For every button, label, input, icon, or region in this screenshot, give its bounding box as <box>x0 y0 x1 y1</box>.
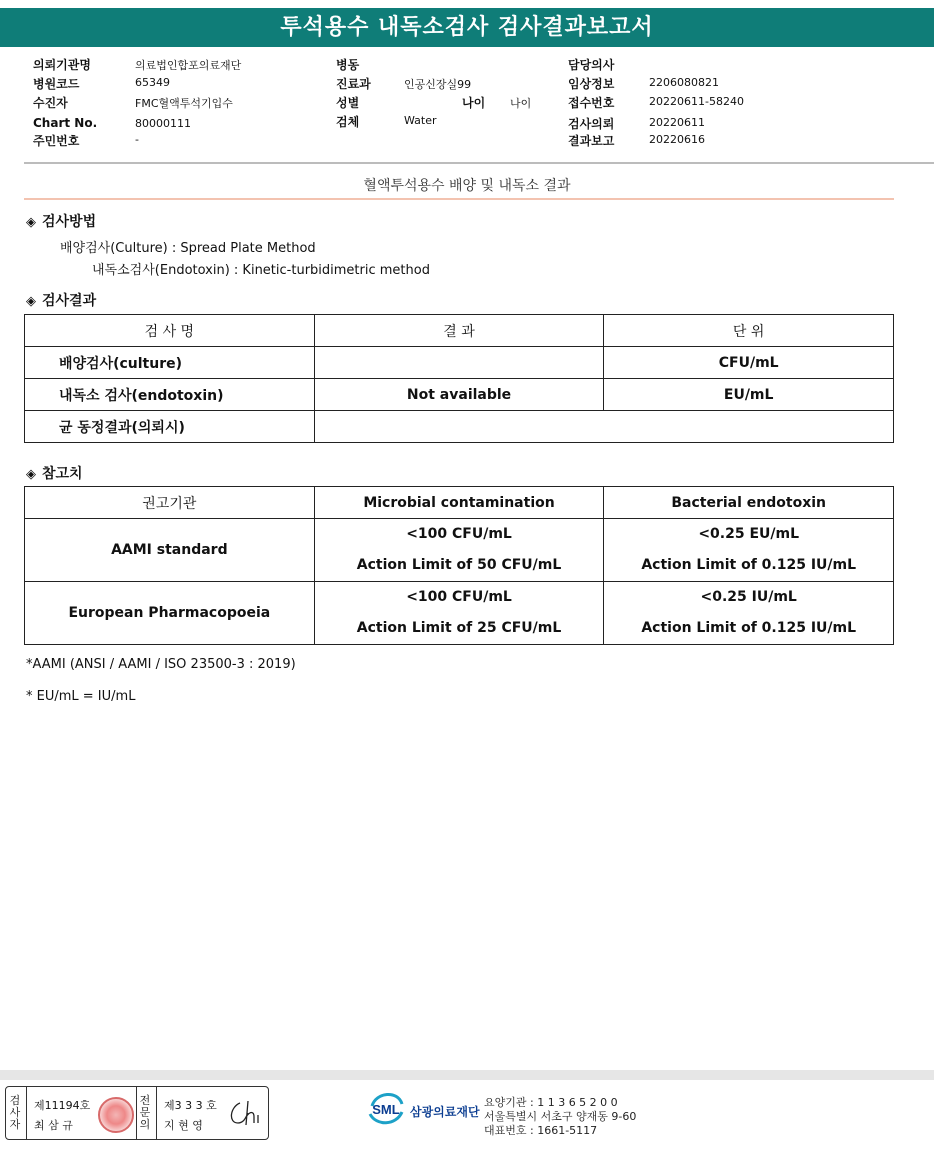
table-row <box>25 347 894 379</box>
footnote: * EU/mL = IU/mL <box>26 689 136 704</box>
section-subtitle: 혈액투석용수 배양 및 내독소 결과 <box>363 178 571 194</box>
info-value: 의료법인합포의료재단 <box>135 59 242 72</box>
divider <box>156 1087 157 1139</box>
seal-stamp-icon <box>98 1097 134 1133</box>
info-label: 의뢰기관명 <box>33 58 91 72</box>
action-limit: Action Limit of 0.125 IU/mL <box>641 557 857 573</box>
micro-limits <box>314 519 604 582</box>
column-header: 권고기관 <box>25 487 315 519</box>
micro-limits <box>314 582 604 645</box>
info-value: 65349 <box>135 76 170 89</box>
test-name: 배양검사(culture) <box>25 347 315 379</box>
diamond-icon: ◈ <box>26 294 36 309</box>
column-header: 단 위 <box>604 315 894 347</box>
reference-table <box>24 486 894 645</box>
limit-value: <0.25 IU/mL <box>700 589 797 605</box>
signature-box <box>5 1086 269 1140</box>
info-label: 담당의사 <box>568 58 615 72</box>
info-label: 성별 <box>336 96 360 110</box>
info-value: Water <box>404 114 437 127</box>
info-value: 20220611 <box>649 116 705 129</box>
column-header: Bacterial endotoxin <box>604 487 894 519</box>
info-label: Chart No. <box>33 116 98 130</box>
divider <box>24 162 934 164</box>
footnote: *AAMI (ANSI / AAMI / ISO 23500-3 : 2019) <box>26 657 296 672</box>
column-header: 결 과 <box>314 315 604 347</box>
report-title: 투석용수 내독소검사 검사결과보고서 <box>0 8 934 47</box>
info-value: 2206080821 <box>649 76 719 89</box>
divider <box>24 198 894 200</box>
address-line: 대표번호 : 1661-5117 <box>484 1124 598 1137</box>
table-row <box>25 519 894 582</box>
results-heading: ◈ 검사결과 <box>26 293 97 309</box>
signature-icon <box>226 1097 264 1129</box>
info-label: 임상정보 <box>568 77 615 91</box>
table-row <box>25 379 894 411</box>
table-header-row <box>25 487 894 519</box>
org-name: European Pharmacopoeia <box>25 582 315 645</box>
test-result: Not available <box>314 379 604 411</box>
action-limit: Action Limit of 25 CFU/mL <box>356 620 562 636</box>
limit-value: <0.25 EU/mL <box>698 526 800 542</box>
svg-text:SML: SML <box>372 1102 400 1117</box>
test-result <box>314 411 893 443</box>
test-unit: CFU/mL <box>604 347 894 379</box>
org-name: 삼광의료재단 <box>410 1105 480 1119</box>
info-label: 검체 <box>336 115 360 129</box>
test-name: 균 동정결과(의뢰시) <box>25 411 315 443</box>
address-line: 요양기관 : 1 1 3 6 5 2 0 0 <box>484 1096 618 1109</box>
table-row <box>25 582 894 645</box>
diamond-icon: ◈ <box>26 467 36 482</box>
diamond-icon: ◈ <box>26 215 36 230</box>
limit-value: <100 CFU/mL <box>406 589 512 605</box>
info-label: 검사의뢰 <box>568 117 615 131</box>
info-label: 주민번호 <box>33 134 80 148</box>
info-label: 진료과 <box>336 77 371 91</box>
info-value: - <box>135 133 139 146</box>
info-label: 병원코드 <box>33 77 80 91</box>
action-limit: Action Limit of 0.125 IU/mL <box>641 620 857 636</box>
divider <box>26 1087 27 1139</box>
method-endotoxin: 내독소검사(Endotoxin) : Kinetic-turbidimetric method <box>92 263 430 278</box>
table-row <box>25 411 894 443</box>
info-value: 20220611-58240 <box>649 95 744 108</box>
address-line: 서울특별시 서초구 양재동 9-60 <box>484 1110 637 1123</box>
sml-logo-icon <box>366 1088 406 1128</box>
info-label: 병동 <box>336 58 360 72</box>
info-value: FMC혈액투석기입수 <box>135 97 233 110</box>
endo-limits <box>604 582 894 645</box>
limit-value: <100 CFU/mL <box>406 526 512 542</box>
info-label: 수진자 <box>33 96 68 110</box>
age-value: 나이 <box>510 97 532 110</box>
info-value: 인공신장실99 <box>404 78 472 91</box>
examiner-name: 최 삼 규 <box>34 1119 73 1132</box>
test-name: 내독소 검사(endotoxin) <box>25 379 315 411</box>
examiner-license: 제11194호 <box>34 1099 91 1112</box>
footer-bar <box>0 1070 934 1080</box>
column-header: Microbial contamination <box>314 487 604 519</box>
divider <box>136 1087 137 1139</box>
info-label: 접수번호 <box>568 96 615 110</box>
method-culture: 배양검사(Culture) : Spread Plate Method <box>60 241 316 256</box>
info-label: 결과보고 <box>568 134 615 148</box>
results-table <box>24 314 894 443</box>
specialist-label: 전 문 의 <box>139 1094 151 1131</box>
org-name: AAMI standard <box>25 519 315 582</box>
specialist-license: 제3 3 3 호 <box>164 1099 217 1112</box>
specialist-name: 지 현 영 <box>164 1119 203 1132</box>
endo-limits <box>604 519 894 582</box>
info-value: 20220616 <box>649 133 705 146</box>
examiner-label: 검 사 자 <box>9 1094 21 1131</box>
age-label: 나이 <box>462 96 486 110</box>
column-header: 검 사 명 <box>25 315 315 347</box>
info-value: 80000111 <box>135 117 191 130</box>
test-result <box>314 347 604 379</box>
test-unit: EU/mL <box>604 379 894 411</box>
method-heading: ◈ 검사방법 <box>26 214 97 230</box>
table-header-row <box>25 315 894 347</box>
action-limit: Action Limit of 50 CFU/mL <box>356 557 562 573</box>
reference-heading: ◈ 참고치 <box>26 466 83 482</box>
